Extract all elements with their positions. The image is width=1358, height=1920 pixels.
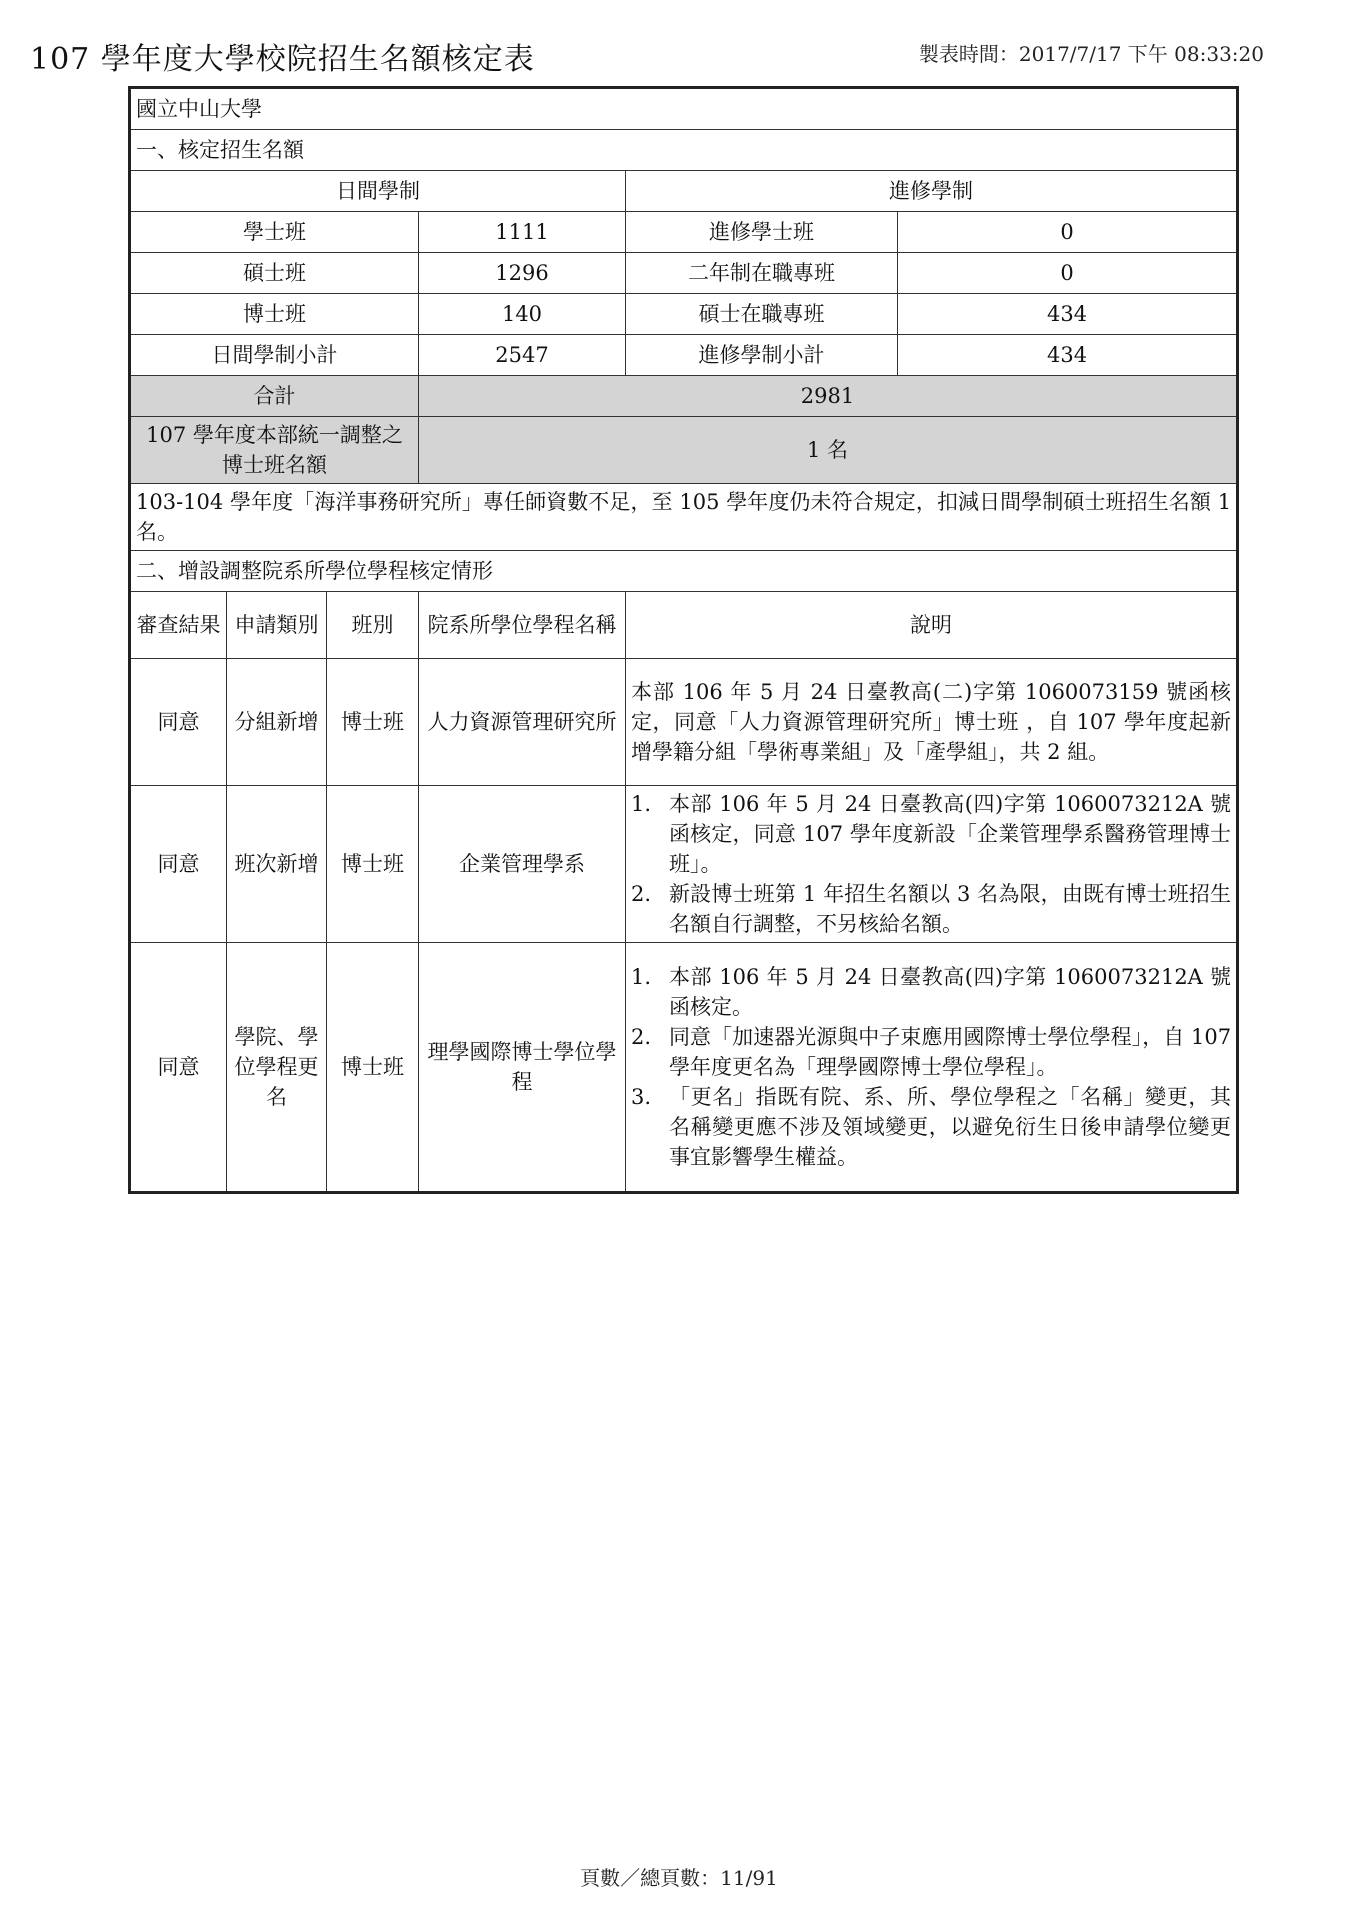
item-text: 「更名」指既有院、系、所、學位學程之「名稱」變更，其名稱變更應不涉及領域變更，以避免衍生日後申請學位變更事宜影響學生權益。 (669, 1085, 1232, 1169)
quota-row (130, 212, 1238, 253)
item-number: 1. (631, 792, 652, 816)
row-description: 本部 106 年 5 月 24 日臺教高(二)字第 1060073159 號函核定，同意「人力資源管理研究所」博士班 ，自 107 學年度起新增學籍分組「學術專業組」及「產學組」，共 2 組。 (626, 659, 1238, 786)
night-program-name: 二年制在職專班 (626, 253, 898, 294)
subtotal-row (130, 335, 1238, 376)
class-type: 博士班 (327, 786, 419, 943)
description-item (631, 962, 1231, 1022)
column-header-result: 審查結果 (130, 592, 227, 659)
class-type: 博士班 (327, 943, 419, 1193)
quota-table (128, 86, 1239, 1194)
item-text: 本部 106 年 5 月 24 日臺教高(四)字第 1060073212A 號函核定。 (669, 965, 1232, 1019)
night-program-name: 碩士在職專班 (626, 294, 898, 335)
total-row (130, 376, 1238, 417)
document-title: 107 學年度大學校院招生名額核定表 (30, 42, 535, 77)
description-item (631, 879, 1231, 939)
application-category: 學院、學位學程更名 (227, 943, 327, 1193)
day-program-name: 碩士班 (130, 253, 419, 294)
phd-adjust-label: 107 學年度本部統一調整之博士班名額 (130, 417, 419, 484)
total-value: 2981 (419, 376, 1238, 417)
day-program-quota: 1296 (419, 253, 626, 294)
quota-row (130, 294, 1238, 335)
night-program-quota: 434 (898, 294, 1238, 335)
review-result: 同意 (130, 943, 227, 1193)
description-item (631, 1022, 1231, 1082)
night-program-quota: 0 (898, 253, 1238, 294)
item-text: 新設博士班第 1 年招生名額以 3 名為限，由既有博士班招生名額自行調整，不另核給名額。 (669, 882, 1232, 936)
quota-row (130, 253, 1238, 294)
program-name: 理學國際博士學位學程 (419, 943, 626, 1193)
program-name: 人力資源管理研究所 (419, 659, 626, 786)
column-header-class: 班別 (327, 592, 419, 659)
item-number: 3. (631, 1085, 652, 1109)
total-label: 合計 (130, 376, 419, 417)
day-system-header: 日間學制 (130, 171, 626, 212)
page-counter: 頁數／總頁數：11/91 (580, 1866, 778, 1890)
night-system-header: 進修學制 (626, 171, 1238, 212)
column-header-description: 說明 (626, 592, 1238, 659)
quota-deduction-note: 103-104 學年度「海洋事務研究所」專任師資數不足，至 105 學年度仍未符合規定，扣減日間學制碩士班招生名額 1 名。 (130, 484, 1238, 551)
description-item (631, 1082, 1231, 1172)
table-row (130, 786, 1238, 943)
item-number: 2. (631, 1025, 652, 1049)
phd-adjust-value: 1 名 (419, 417, 1238, 484)
phd-adjust-row (130, 417, 1238, 484)
item-number: 2. (631, 882, 652, 906)
review-result: 同意 (130, 786, 227, 943)
program-name: 企業管理學系 (419, 786, 626, 943)
application-category: 分組新增 (227, 659, 327, 786)
item-number: 1. (631, 965, 652, 989)
row-description (626, 786, 1238, 943)
night-subtotal-label: 進修學制小計 (626, 335, 898, 376)
section1-heading: 一、核定招生名額 (130, 130, 1238, 171)
class-type: 博士班 (327, 659, 419, 786)
table-row (130, 943, 1238, 1193)
day-program-name: 學士班 (130, 212, 419, 253)
description-item (631, 789, 1231, 879)
day-subtotal-value: 2547 (419, 335, 626, 376)
section2-heading: 二、增設調整院系所學位學程核定情形 (130, 551, 1238, 592)
row-description (626, 943, 1238, 1193)
night-subtotal-value: 434 (898, 335, 1238, 376)
day-program-quota: 140 (419, 294, 626, 335)
night-program-quota: 0 (898, 212, 1238, 253)
review-result: 同意 (130, 659, 227, 786)
night-program-name: 進修學士班 (626, 212, 898, 253)
school-name: 國立中山大學 (130, 88, 1238, 130)
day-program-name: 博士班 (130, 294, 419, 335)
table-row (130, 659, 1238, 786)
day-subtotal-label: 日間學制小計 (130, 335, 419, 376)
column-header-program: 院系所學位學程名稱 (419, 592, 626, 659)
item-text: 本部 106 年 5 月 24 日臺教高(四)字第 1060073212A 號函核定，同意 107 學年度新設「企業管理學系醫務管理博士班」。 (669, 792, 1232, 876)
day-program-quota: 1111 (419, 212, 626, 253)
section2-column-headers (130, 592, 1238, 659)
generated-timestamp: 製表時間：2017/7/17 下午 08:33:20 (918, 42, 1264, 66)
application-category: 班次新增 (227, 786, 327, 943)
column-header-category: 申請類別 (227, 592, 327, 659)
item-text: 同意「加速器光源與中子束應用國際博士學位學程」，自 107 學年度更名為「理學國際博士學位學程」。 (669, 1025, 1232, 1079)
